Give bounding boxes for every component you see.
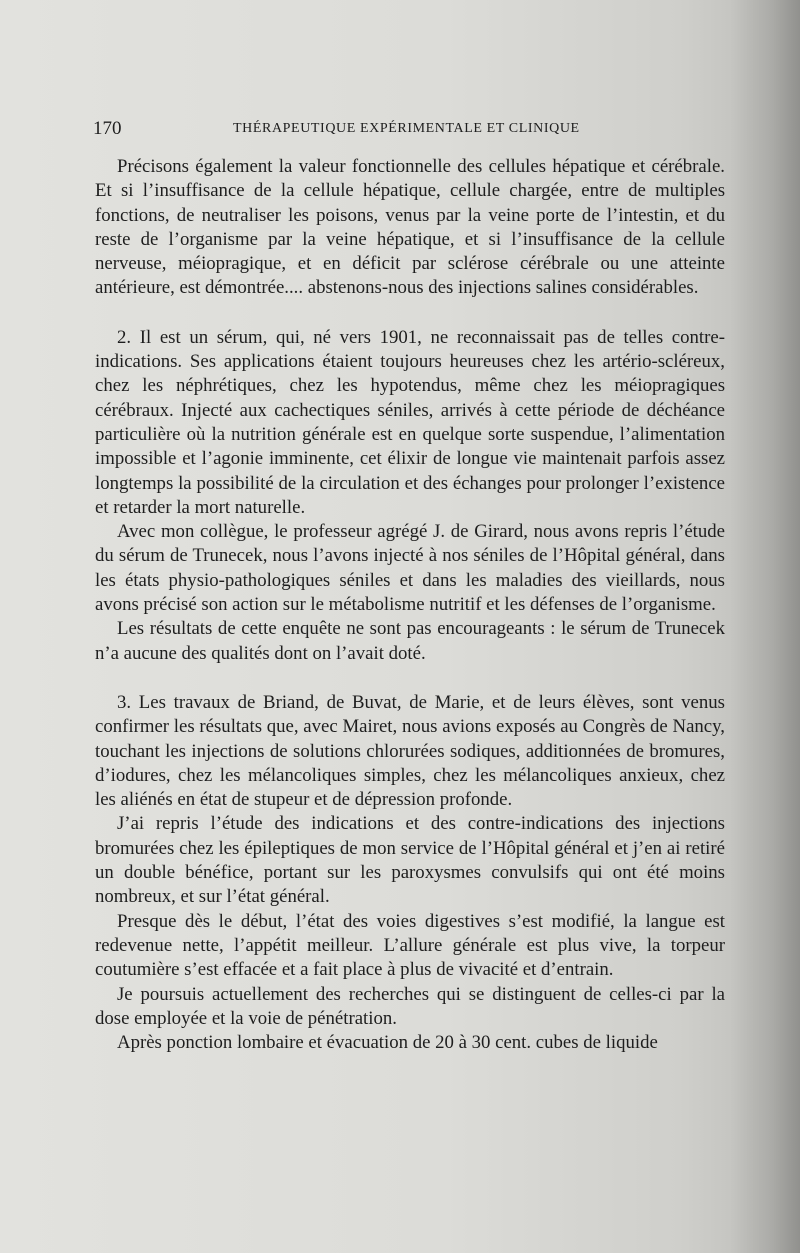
- paragraph: Après ponction lombaire et évacuation de 20 à 30 cent. cubes de liquide: [117, 1032, 658, 1054]
- paragraph: Avec mon collègue, le professeur agrégé J. de Girard, nous avons repris l’étude du sérum de Trunecek, nous l’avons injecté à nos séniles de l’Hôpital général, dans les états physio-pathologiques séniles et dans les maladies des vieillards, nous avons précisé son action sur le métabolisme nutritif et les défenses de l’organisme.: [95, 521, 725, 616]
- paragraph: Je poursuis actuellement des recherches qui se distinguent de celles-ci par la dose employée et la voie de pénétration.: [95, 983, 725, 1029]
- paragraph: Presque dès le début, l’état des voies digestives s’est modifié, la langue est redevenue nette, l’appétit meilleur. L’allure générale est plus vive, la torpeur coutumière s’est effacée et a fait place à plus de vivacité et d’entrain.: [95, 910, 725, 981]
- binding-shadow: [730, 0, 800, 1253]
- body-text: [95, 155, 725, 1055]
- page-number: 170: [93, 118, 122, 139]
- paragraph: Les résultats de cette enquête ne sont pas encourageants : le sérum de Trunecek n’a aucune des qualités dont on l’avait doté.: [95, 618, 725, 664]
- running-title: THÉRAPEUTIQUE EXPÉRIMENTALE ET CLINIQUE: [233, 121, 580, 136]
- page-header: [93, 118, 725, 142]
- paragraph-section-2: 2. Il est un sérum, qui, né vers 1901, ne reconnaissait pas de telles contre-indications. Ses applications étaient toujours heureuses chez les artério-scléreux, chez les néphrétiques, chez les hypotendus, même chez les méiopragiques cérébraux. Injecté aux cachectiques séniles, arrivés à cette période de déchéance particulière où la nutrition générale est en quelque sorte suspendue, l’alimentation impossible et l’agonie imminente, cet élixir de longue vie maintenait parfois assez longtemps la possibilité de la circulation et des échanges pour prolonger l’existence et retarder la mort naturelle.: [95, 326, 725, 518]
- paragraph-section-3: 3. Les travaux de Briand, de Buvat, de Marie, et de leurs élèves, sont venus confirmer les résultats que, avec Mairet, nous avions exposés au Congrès de Nancy, touchant les injections de solutions chlorurées sodiques, additionnées de bromures, d’iodures, chez les mélancoliques simples, chez les mélancoliques anxieux, chez les aliénés en état de stupeur et de dépression profonde.: [95, 691, 725, 811]
- paragraph: Précisons également la valeur fonctionnelle des cellules hépatique et cérébrale. Et si l’insuffisance de la cellule hépatique, cellule chargée, entre de multiples fonctions, de neutraliser les poisons, venus par la veine porte de l’intestin, et du reste de l’organisme par la veine hépatique, et si l’insuffisance de la cellule nerveuse, méiopragique, et en déficit par sclérose cérébrale ou une atteinte antérieure, est démontrée.... abstenons-nous des injections salines considérables.: [95, 156, 725, 299]
- paragraph: J’ai repris l’étude des indications et des contre-indications des injections bromurées chez les épileptiques de mon service de l’Hôpital général et j’en ai retiré un double bénéfice, portant sur les paroxysmes convulsifs qui ont été moins nombreux, et sur l’état général.: [95, 813, 725, 908]
